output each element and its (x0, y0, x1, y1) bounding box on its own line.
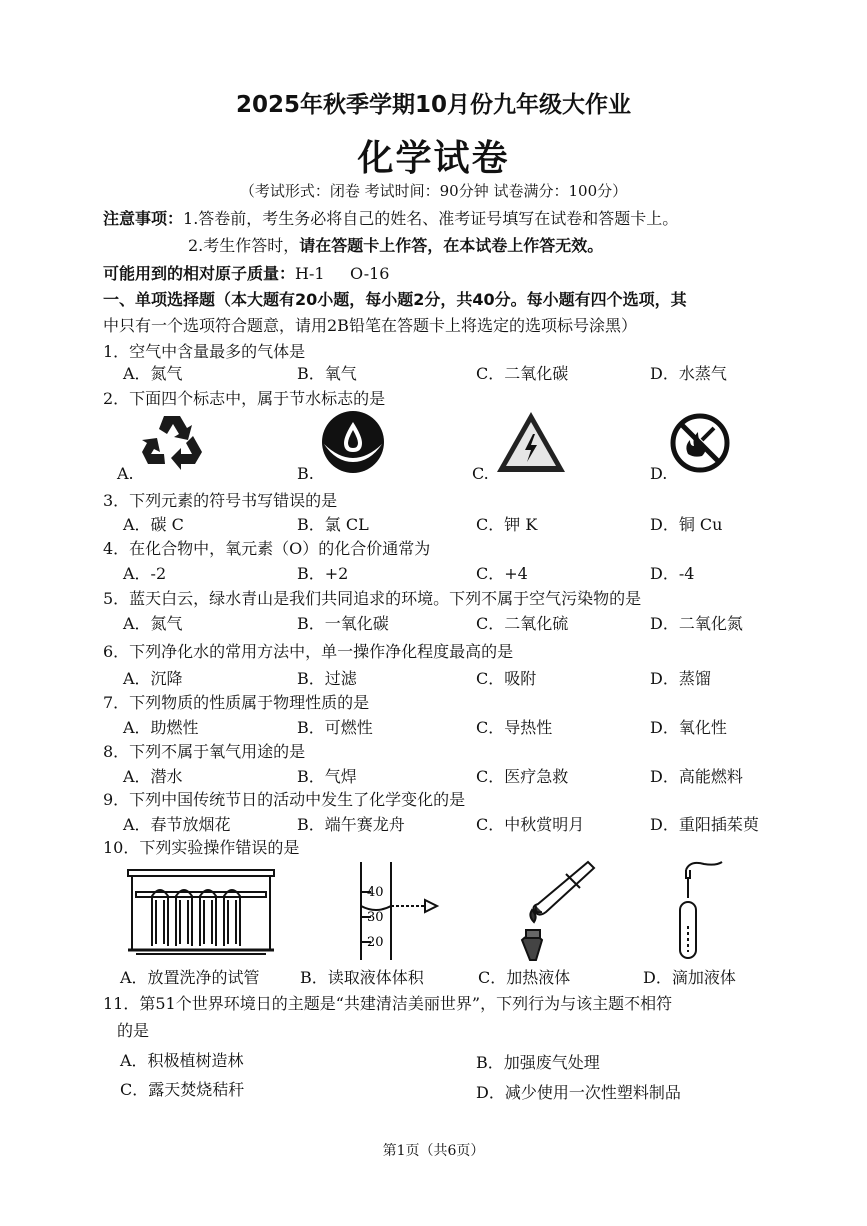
question-11-stem-line2: 的是 (117, 1021, 150, 1040)
q6-option-d: D．蒸馏 (650, 669, 711, 688)
q4-option-a: A．-2 (123, 564, 167, 583)
cylinder-tick-20: 20 (367, 935, 384, 950)
notes-item2 (188, 233, 603, 256)
q11-option-c: C．露天焚烧秸秆 (120, 1080, 245, 1099)
question-7-stem: 7．下列物质的性质属于物理性质的是 (103, 693, 370, 712)
question-9-stem: 9．下列中国传统节日的活动中发生了化学变化的是 (103, 790, 466, 809)
cylinder-tick-30: 30 (367, 910, 384, 925)
recycle-icon (140, 412, 206, 472)
q10-option-a: A．放置洗净的试管 (120, 968, 260, 987)
atomic-mass-label: 可能用到的相对原子质量： (103, 264, 296, 283)
q7-option-b: B．可燃性 (297, 718, 373, 737)
q5-option-a: A．氮气 (123, 614, 183, 633)
question-1-stem: 1．空气中含量最多的气体是 (103, 342, 306, 361)
atomic-mass-values: H-1 O-16 (295, 264, 390, 283)
q8-option-c: C．医疗急救 (476, 767, 569, 786)
q5-option-b: B．一氧化碳 (297, 614, 389, 633)
q2-option-b: B. (297, 464, 314, 483)
q4-option-d: D．-4 (650, 564, 695, 583)
q4-option-c: C．+4 (476, 564, 528, 583)
page-footer: 第1页（共6页） (382, 1143, 485, 1159)
q10-option-c: C．加热液体 (478, 968, 571, 987)
graduated-cylinder-drawing (345, 862, 445, 962)
section1-heading: 一、单项选择题（本大题有20小题，每小题2分，共40分。每小题有四个选项，其 (103, 290, 687, 309)
q7-option-c: C．导热性 (476, 718, 553, 737)
notes-item1: 1.答卷前，考生务必将自己的姓名、准考证号填写在试卷和答题卡上。 (183, 209, 679, 228)
notes-item2-prefix: 2.考生作答时， (188, 236, 300, 255)
q3-option-c: C．钾 K (476, 515, 538, 534)
q7-option-a: A．助燃性 (123, 718, 199, 737)
question-3-stem: 3．下列元素的符号书写错误的是 (103, 491, 338, 510)
q5-option-c: C．二氧化硫 (476, 614, 569, 633)
q2-option-d: D. (650, 464, 668, 483)
q1-option-a: A．氮气 (123, 364, 183, 383)
q7-option-d: D．氧化性 (650, 718, 727, 737)
q6-option-c: C．吸附 (476, 669, 537, 688)
q1-option-d: D．水蒸气 (650, 364, 727, 383)
q11-option-d: D．减少使用一次性塑料制品 (476, 1083, 681, 1102)
section1-line1 (103, 287, 687, 310)
notes-item2-bold: 请在答题卡上作答，在本试卷上作答无效。 (299, 236, 604, 255)
question-6-stem: 6．下列净化水的常用方法中，单一操作净化程度最高的是 (103, 642, 514, 661)
no-fire-icon (668, 412, 732, 474)
q9-option-b: B．端午赛龙舟 (297, 815, 405, 834)
question-10-stem: 10．下列实验操作错误的是 (103, 838, 300, 857)
q2-option-a: A. (117, 464, 134, 483)
q9-option-a: A．春节放烟花 (123, 815, 231, 834)
q3-option-a: A．碳 C (123, 515, 184, 534)
atomic-mass (103, 261, 389, 284)
q1-option-b: B．氧气 (297, 364, 357, 383)
q6-option-b: B．过滤 (297, 669, 357, 688)
exam-info: （考试形式：闭卷 考试时间：90分钟 试卷满分：100分） (239, 182, 628, 200)
notes-label: 注意事项： (103, 209, 184, 228)
question-5-stem: 5．蓝天白云，绿水青山是我们共同追求的环境。下列不属于空气污染物的是 (103, 589, 642, 608)
cylinder-tick-40: 40 (367, 885, 384, 900)
water-saving-icon (320, 410, 386, 474)
section1-line2: 中只有一个选项符合题意，请用2B铅笔在答题卡上将选定的选项标号涂黑） (103, 316, 637, 335)
question-8-stem: 8．下列不属于氧气用途的是 (103, 742, 306, 761)
q2-option-c: C. (472, 464, 489, 483)
heating-liquid-drawing (508, 860, 618, 964)
q9-option-d: D．重阳插茱萸 (650, 815, 759, 834)
page-title: 化学试卷 (357, 138, 510, 179)
q10-option-b: B．读取液体体积 (300, 968, 424, 987)
question-4-stem: 4．在化合物中，氧元素（O）的化合价通常为 (103, 539, 431, 558)
dropper-drawing (670, 856, 730, 966)
q8-option-d: D．高能燃料 (650, 767, 743, 786)
q8-option-b: B．气焊 (297, 767, 357, 786)
q5-option-d: D．二氧化氮 (650, 614, 743, 633)
q10-option-d: D．滴加液体 (643, 968, 736, 987)
q1-option-c: C．二氧化碳 (476, 364, 569, 383)
q9-option-c: C．中秋赏明月 (476, 815, 585, 834)
q3-option-d: D．铜 Cu (650, 515, 723, 534)
electric-hazard-icon (495, 410, 567, 474)
question-11-stem: 11．第51个世界环境日的主题是“共建清洁美丽世界”，下列行为与该主题不相符 (103, 994, 673, 1013)
q11-option-b: B．加强废气处理 (476, 1053, 600, 1072)
q4-option-b: B．+2 (297, 564, 349, 583)
title-line1: 2025年秋季学期10月份九年级大作业 (235, 92, 632, 118)
q8-option-a: A．潜水 (123, 767, 183, 786)
notes-block (103, 206, 678, 229)
question-2-stem: 2．下面四个标志中，属于节水标志的是 (103, 389, 386, 408)
q11-option-a: A．积极植树造林 (120, 1051, 244, 1070)
q3-option-b: B．氯 CL (297, 515, 369, 534)
q6-option-a: A．沉降 (123, 669, 183, 688)
test-tube-rack-drawing (126, 866, 278, 962)
